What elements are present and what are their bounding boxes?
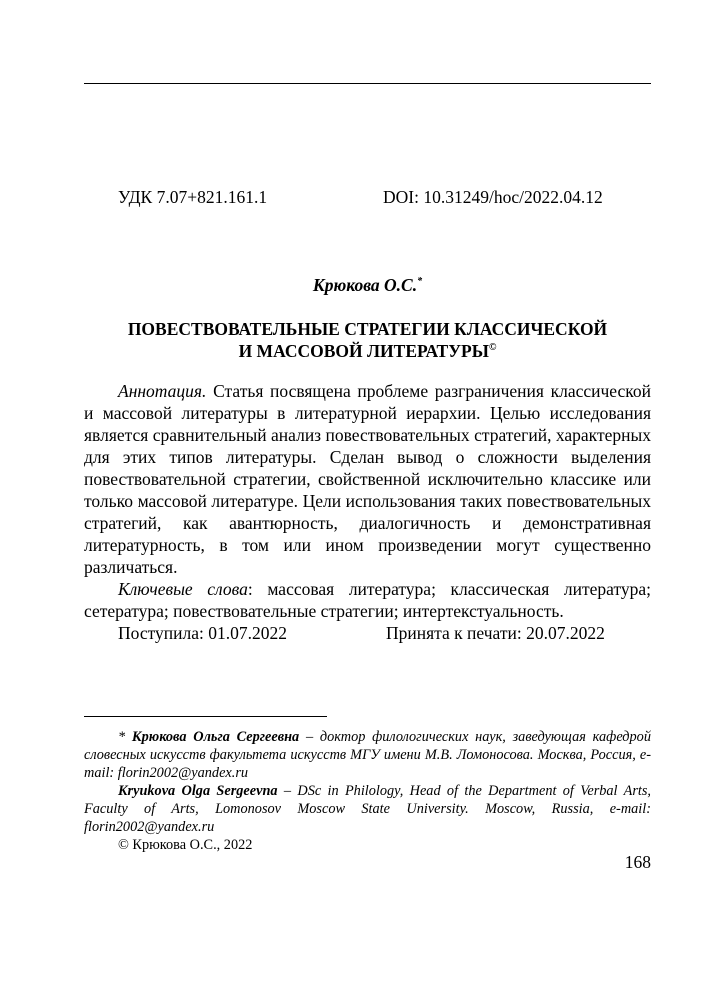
- page-number: 168: [624, 852, 651, 872]
- abstract-label: Аннотация.: [118, 381, 207, 401]
- footnote-separator: [84, 716, 327, 717]
- copyright-marker: ©: [488, 342, 497, 354]
- header-rule: [84, 83, 651, 84]
- copyright-notice: © Крюкова О.С., 2022: [118, 837, 253, 853]
- dates-row: [84, 622, 651, 644]
- author-footnote-marker: *: [417, 276, 423, 288]
- footnote-ru-text: – доктор филологических наук, заведующая кафедрой словесных искусств факультета искусств МГУ имени М.В. Ломоносова. Москва, Россия, e-mail: florin2002@yandex.ru: [84, 729, 651, 781]
- keywords-paragraph: [84, 578, 651, 622]
- author-name: Крюкова О.С.: [312, 275, 418, 295]
- footnote-english: [84, 782, 651, 836]
- accepted-date: Принята к печати: 20.07.2022: [386, 623, 605, 643]
- article-title: [84, 318, 651, 362]
- author-line: [84, 274, 651, 296]
- abstract-text: Статья посвящена проблеме разграничения классической и массовой литературы в литературной иерархии. Целью исследования является сравнительный анализ повествовательных стратегий, характерных для этих типов литературы. Сделан вывод о сложности выделения повествовательной стратегии, свойственной исключительно классике или только массовой литературе. Цели использования таких повествовательных стратегий, как авантюрность, диалогичность и демонстративная литературность, в том или ином произведении могут существенно различаться.: [84, 381, 652, 577]
- keywords-label: Ключевые слова: [118, 579, 248, 599]
- footnote-russian: [84, 728, 651, 782]
- footnote-marker: *: [118, 729, 132, 745]
- title-line-2-text: И МАССОВОЙ ЛИТЕРАТУРЫ: [238, 341, 489, 361]
- keywords-text: : массовая литература; классическая литература; сетература; повествовательные стратегии; интертекстуальность.: [84, 579, 651, 621]
- footnote-en-name: Kryukova Olga Sergeevna: [118, 783, 278, 799]
- udk-code: УДК 7.07+821.161.1: [118, 187, 268, 207]
- doi: DOI: 10.31249/hoc/2022.04.12: [383, 187, 603, 207]
- abstract-paragraph: [84, 380, 651, 578]
- footnotes: [84, 728, 651, 854]
- footnote-en-text: – DSc in Philology, Head of the Department of Verbal Arts, Faculty of Arts, Lomonosov Moscow State University. Moscow, Russia, e-mail: florin2002@yandex.ru: [84, 783, 651, 835]
- footnote-ru-name: Крюкова Ольга Сергеевна: [131, 729, 300, 745]
- abstract-section: [84, 380, 651, 644]
- title-line-2: [84, 340, 651, 362]
- title-line-1: ПОВЕСТВОВАТЕЛЬНЫЕ СТРАТЕГИИ КЛАССИЧЕСКОЙ: [127, 319, 608, 339]
- journal-page: [84, 0, 651, 983]
- received-date: Поступила: 01.07.2022: [118, 623, 287, 643]
